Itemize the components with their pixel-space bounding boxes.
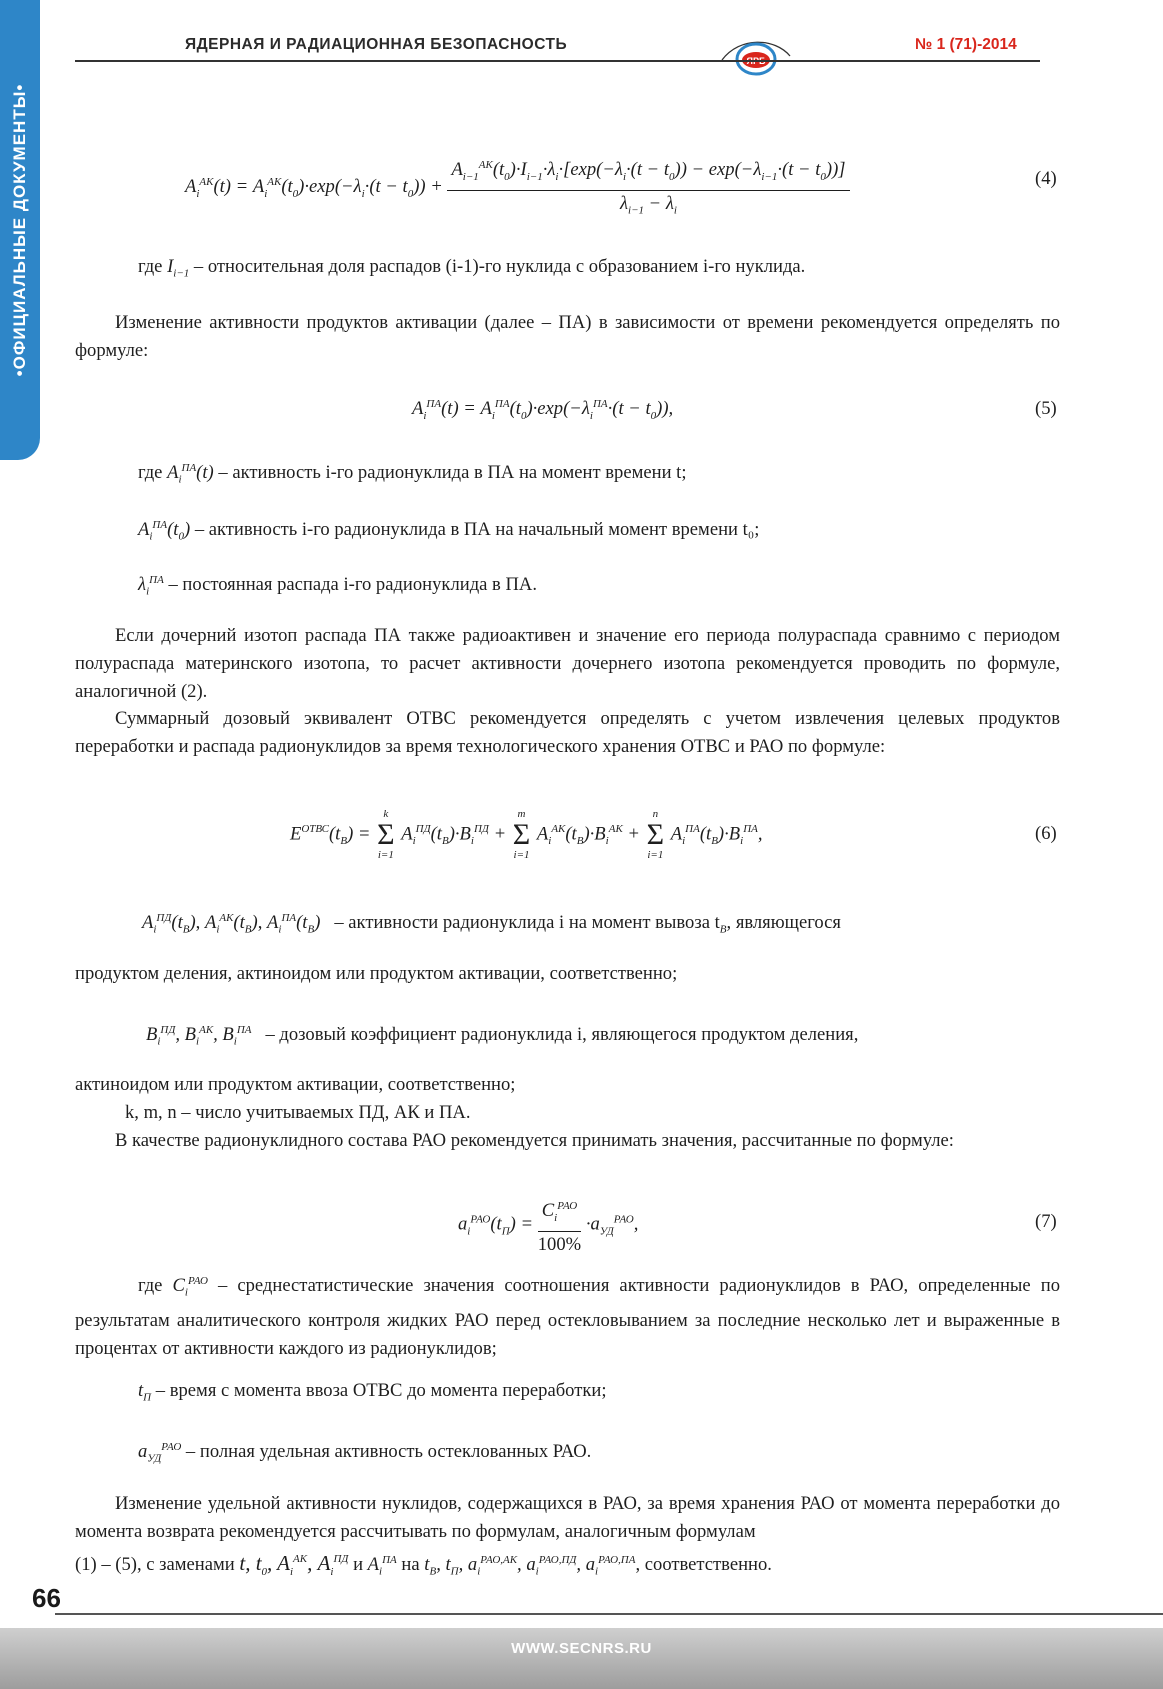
footer-rule [55, 1613, 1163, 1615]
journal-logo [720, 38, 792, 78]
where-word: где [138, 1275, 163, 1297]
paragraph-sum-dose: Суммарный дозовый эквивалент ОТВС рекомендуется определять с учетом извлечения целевых продуктов переработки и распада радионуклидов за время технологического хранения ОТВС и РАО по формуле: [75, 708, 1060, 757]
where-line-I: где $I_{i-1}$ – относительная доля распадов (i-1)-го нуклида с образованием i-го нуклида. [138, 256, 806, 280]
def6-line-2: $B_i^{ПД}$, $B_i^{АК}$, $B_i^{ПА}$ – дозовый коэффициент радионуклида i, являющегося продуктом деления, [146, 1024, 859, 1048]
def7-paragraph-1: где $C_i^{РАО}$ – среднестатистические значения соотношения активности радионуклидов в РАО, определенные по результатам аналитического контроля жидких РАО перед остекловыванием за последние несколько лет и выраженные в процентах от активности каждого из радионуклидов; [75, 1275, 1060, 1359]
def5-3-text: – постоянная распада i-го радионуклида в ПА. [168, 574, 537, 596]
header-rule [75, 60, 1040, 62]
def5-line-1: где $A_i^{ПА}(t)$ – активность i-го радионуклида в ПА на момент времени t; [138, 462, 687, 486]
def6-line-1-cont: продуктом деления, актиноидом или продуктом активации, соответственно; [75, 963, 678, 984]
def6-line-1: $A_i^{ПД}(t_B)$, $A_i^{АК}(t_B)$, $A_i^{ПА}(t_B)$ – активности радионуклида i на момент вывоза $t_B$, являющегося [142, 912, 841, 936]
formula-6: $E^{ОТВС}(t_B)$ = k Σ i=1 $A_i^{ПД}(t_B)\cdot B_i^{ПД}$ + m Σ i=1 $A_i^{АК}(t_B)\cdot B_i^{АК}$ + n Σ i=1 $A_i^{ПА}(t_B)\cdot B_i^{ПА}$, [290, 808, 763, 861]
def7-1-text: – среднестатистические значения соотношения активности радионуклидов в РАО, определенные по результатам аналитического контроля жидких РАО перед остекловыванием за последние несколько лет и выраженные в процентах от активности каждого из радионуклидов; [75, 1275, 1060, 1359]
journal-title: ЯДЕРНАЯ И РАДИАЦИОННАЯ БЕЗОПАСНОСТЬ [185, 36, 568, 53]
def5-2-text: – активность i-го радионуклида в ПА на начальный момент времени t₀; [194, 519, 760, 541]
formula-4: $A_i^{АК}(t) = A_i^{АК}(t_0)\cdot\exp(-\lambda_i\cdot(t - t_0))$ + $\frac{A_{i-1}^{АК}(t_0)\cdot I_{i-1}\cdot\lambda_i\cdot[\exp(-\lambda_i\cdot(t - t_0)) - \exp(-\lambda_{i-1}\cdot(t - t_0))]}{\lambda_{i-1} - \lambda_i}$ [185, 152, 850, 224]
last-line-start: (1) – (5), с заменами [75, 1554, 235, 1575]
def6-line-3: k, m, n – число учитываемых ПД, АК и ПА. [125, 1102, 471, 1123]
paragraph-rao: В качестве радионуклидного состава РАО рекомендуется принимать значения, рассчитанные по формуле: [115, 1130, 954, 1151]
def5-line-2: $A_i^{ПА}(t_0)$ – активность i-го радионуклида в ПА на начальный момент времени t₀; [138, 519, 760, 543]
footer-bar [0, 1628, 1163, 1689]
formula-5: $A_i^{ПА}(t) = A_i^{ПА}(t_0)\cdot\exp(-\lambda_i^{ПА}\cdot(t - t_0))$, [412, 398, 674, 422]
last-line: (1) – (5), с заменами t, $t_0$, $A_i^{АК}$, $A_i^{ПД}$ и $A_i^{ПА}$ на $t_B$, $t_П$, $a_i^{РАО,АК}$, $a_i^{РАО,ПД}$, $a_i^{РАО,ПА}$, соответственно. [75, 1551, 772, 1579]
def7-3-text: – полная удельная активность остеклованных РАО. [185, 1441, 592, 1463]
where-word: где [138, 256, 163, 277]
def6-2a-text: – дозовый коэффициент радионуклида i, являющегося продуктом деления, [265, 1024, 859, 1046]
section-side-tab [0, 0, 40, 460]
def7-2-text: – время с момента ввоза ОТВС до момента переработки; [155, 1380, 607, 1401]
equation-number-5: (5) [1035, 398, 1057, 419]
issue-number: № 1 (71)-2014 [915, 36, 1017, 53]
section-label: •ОФИЦИАЛЬНЫЕ ДОКУМЕНТЫ• [10, 83, 29, 377]
def6-1a-text: – активности радионуклида i на момент вывоза t [334, 912, 720, 934]
def7-line-3: $a_{УД}^{РАО}$ – полная удельная активность остеклованных РАО. [138, 1441, 592, 1465]
formula-7: $a_i^{РАО}(t_П)$ = $\frac{C_i^{РАО}}{100\%}$ $\cdot a_{УД}^{РАО}$, [458, 1193, 638, 1258]
def7-line-2: $t_П$ – время с момента ввоза ОТВС до момента переработки; [138, 1380, 607, 1404]
footer-website-link[interactable]: WWW.SECNRS.RU [511, 1640, 652, 1657]
equation-number-6: (6) [1035, 823, 1057, 844]
equation-number-7: (7) [1035, 1211, 1057, 1232]
paragraph-change: Изменение удельной активности нуклидов, содержащихся в РАО, за время хранения РАО от момента переработки до момента возврата рекомендуется рассчитывать по формулам, аналогичным формулам [75, 1493, 1060, 1542]
page-number: 66 [32, 1583, 61, 1613]
def5-line-3: $\lambda_i^{ПА}$ – постоянная распада i-го радионуклида в ПА. [138, 574, 537, 598]
where-word: где [138, 462, 163, 484]
paragraph-pa-intro: Изменение активности продуктов активации (далее – ПА) в зависимости от времени рекомендуется определять по формуле: [75, 312, 1060, 361]
def5-1-text: – активность i-го радионуклида в ПА на момент времени t; [218, 462, 687, 484]
def6-1b-text: , являющегося [726, 912, 841, 934]
equation-number-4: (4) [1035, 168, 1057, 189]
paragraph-daughter: Если дочерний изотоп распада ПА также радиоактивен и значение его периода полураспада сравнимо с периодом полураспада материнского изотопа, то расчет активности дочернего изотопа рекомендуется проводить по формуле, аналогичной (2). [75, 625, 1060, 702]
last-line-end: соответственно. [644, 1554, 772, 1575]
def-I-text: – относительная доля распадов (i-1)-го нуклида с образованием i-го нуклида. [193, 256, 806, 277]
def6-line-2-cont: актиноидом или продуктом активации, соответственно; [75, 1074, 516, 1095]
